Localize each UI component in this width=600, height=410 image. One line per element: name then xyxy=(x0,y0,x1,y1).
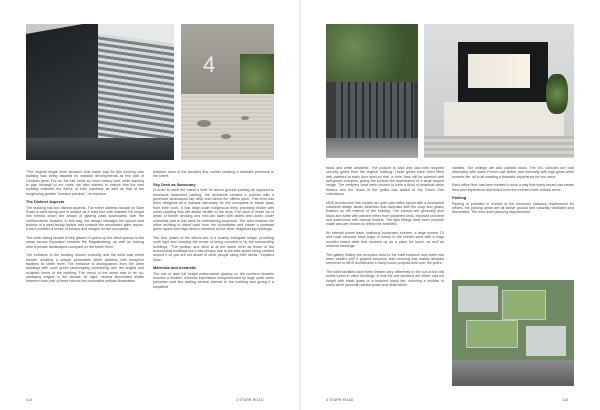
paragraph: The toilet facilities have been treated very differently to the run-of-the-mill toilets found in office buildings, in that the wet surfaces are either clad full height with black glass or a textured black tile, covering a mixture of black-white porcelain sanitaryware and white stone xyxy=(326,270,444,288)
page-number: 414 xyxy=(26,398,33,402)
paragraph: between each of the facade's fins, further creating a dramatic presence in the street. xyxy=(153,170,274,179)
paragraph: The entrance to the building stones vertically and the solid east street facade, creating a unique permeable street address with reception facilities at street level. The entrance is distinguished from the other buildings with such green landscaping contrasting with the angled and sculpted forms of the building. The vision of the street was to be no-mistaking engine in the facade. At night, vertical illuminated shafts between each pair of trees mirrors the concealed vertical illumination xyxy=(26,253,144,284)
right-page-column-2 xyxy=(452,166,574,219)
section-heading: The Distinct Aspects xyxy=(26,199,65,205)
paragraph: The gallery linking the reception area to the staff entrance and stairs has been treated with a graphic bespoke wall covering that makes abstract reference to MDS Architecture's many iconic projects built over the years. xyxy=(326,252,444,266)
paragraph: The floor plates of the offices are in a loosely triangular shape, providing north light and avoiding the sense of being crowded in by the surrounding buildings. "The podium and deck is at the same level as those of the surrounding buildings but it has privacy due to the tree space being created around it so you are not aware of other people using their decks," explains Sean. xyxy=(153,236,274,262)
paragraph: The north-facing facade is fully glazed; it opens up the office spaces to the views across Bryanston towards the Magaliesberg, as well as looking onto a private landscaped courtyard on the fourth level. xyxy=(26,236,145,249)
dark-facade-photo xyxy=(326,24,418,158)
paragraph: "The original single level structure that made way for this exciting new building was being dwarfed by massive developments as this part of Geraldin grew. For us, the site holds so much history and, while wanting to pay homage to our roots, we also wanted to ensure that the new building reflected the future of both practices as well as that of the burgeoning greater Sandton precinct," he explains. xyxy=(26,170,144,196)
building-facade-photo xyxy=(26,24,174,160)
paragraph: Parking is provided in excess of the minimum statutory requirement for offices; the parking areas are all above ground and naturally ventilated and illuminated. The next level planning requirements xyxy=(452,201,574,215)
paragraph: The building has two distinct aspects. The street address facade on Starr Road is west-facing and is treated as a solid box with massive full height fins behind which the arrays of glazing pass southwards over the northsouthern facades. In this way, the design manages the typical heat buildup of a west-facing facade and controls the associated glare issues. It also provides a sense of privacy and intrigue for the occupants. xyxy=(26,205,144,232)
running-title: 4 STARR ROAD xyxy=(326,398,354,402)
section-heading: Parking xyxy=(452,195,467,201)
aerial-green-roof-photo xyxy=(452,280,574,386)
paragraph: black and white aesthetic. The podium is dark and clad with recycled security grilles from the original building. These grilles have been fitted with planters at each floor level so that, in time, they will be covered with self-grown creepers, giving the podium the appearance of a large draped hedge. The creepers have been chosen to have a flush of seasonal white flowers and the reuse of the grilles has added to the Green Star submission. xyxy=(326,166,444,197)
building-number: 4 xyxy=(203,52,216,77)
paragraph: MDS Architecture has chosen an open-plan office layout with a contrasted industrial design studio aesthetic that contrasts with the crisp and glossy finishes on the exterior of the building. The colours are generally also black and white with painted either from plastered brick, exposed concrete and warehouse with natural timbers. The light fittings have been purpose made and are chosen to reflect the aesthetic. xyxy=(326,200,444,227)
section-heading: Sky Deck as Sanctuary xyxy=(153,181,196,187)
zen-garden-photo xyxy=(181,24,274,160)
right-page-column-1 xyxy=(326,166,444,292)
section-heading: Materials and Aesthetic xyxy=(153,265,197,271)
paragraph: Each office floor has been treated in such a way that every tenant can create their own experience and brand from the moment their visitors arrive. xyxy=(452,183,574,192)
book-gutter xyxy=(299,0,301,410)
paragraph: The use of dark full height performance glazing on the northern facades ensures a modern, timeless expression complemented by large scale white porcelain clad fins adding vertical interest to the building and giving it a simplified xyxy=(153,271,274,289)
paragraph: In order to meet the owner's brief for above ground parking as opposed to excessive basement parking, the architects created a podium with a generous landscaped sky deck onto which the offices open. This level has been designed as a useable sanctuary for the occupants to break away from their work. It has large-scale indigenous trees providing shade with under planting that will attract birdlife to the area. The deck is made up of areas of timber decking and mito-lion lawn with tables and chairs under umbrellas and is lost area for entertaining purposes. The area enables the office building to stand back from the boundaries and create a pleasant green space and high trees in between all the other neighbouring buildings. xyxy=(153,188,274,232)
running-title: 4 STARR ROAD xyxy=(236,398,264,402)
left-page-column-2 xyxy=(153,170,274,293)
page-number: 415 xyxy=(562,398,569,402)
paragraph: An internal power base, featuring bookmaed shelves, a large screen TV and multi coloured bean bags, is linked to the kitchen area with a huge wooden island table that doubles up as a place for lunch, as well as informal meetings. xyxy=(326,231,444,249)
night-exterior-photo xyxy=(424,24,574,158)
paragraph: vanities. The ceilings are also painted black. The WC cubicles are clad alternately with warm French oak timber and internally with high gloss white ceramic tile, all in all creating a dramatic experience for the users. xyxy=(452,166,574,179)
left-page-column-1 xyxy=(26,170,144,288)
